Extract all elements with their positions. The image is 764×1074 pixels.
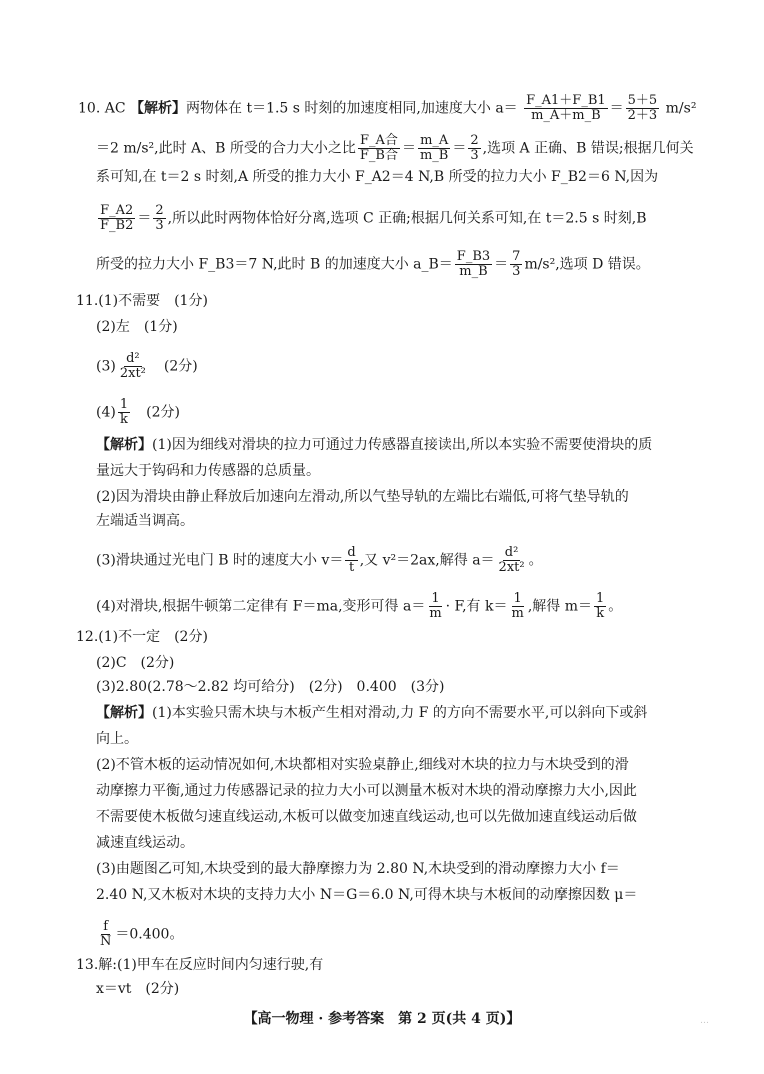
q11-explain-4: (4)对滑块,根据牛顿第二定律有 F＝ma,变形可得 a＝ $\frac{1}{m}$ · F,有 k＝ $\frac{1}{m}$ ,解得 m＝ $\frac{1}{k}$ 。 [96, 591, 623, 621]
q10-fraction: $\frac{2}{3}$ [470, 133, 479, 163]
q10-line-5: 所受的拉力大小 F_B3＝7 N,此时 B 的加速度大小 a_B＝ $\frac{F\_B3}{m\_B}$ ＝ $\frac{7}{3}$ m/s²,选项 D 错误。 [96, 249, 650, 279]
q11-explain-1b: 量远大于钩码和力传感器的总质量。 [96, 463, 320, 479]
q12-explain-2: (2)不管木板的运动情况如何,木块都相对实验桌静止,细线对木块的拉力与木块受到的滑 [96, 757, 629, 773]
q12-explain-1: 【解析】(1)本实验只需木块与木板产生相对滑动,力 F 的方向不需要水平,可以斜向下或斜 [96, 705, 648, 721]
q11-answer-4: (4) $\frac{1}{k}$ (2分) [96, 397, 180, 427]
q12-explain-3b: 2.40 N,又木板对木块的支持力大小 N＝G＝6.0 N,可得木块与木板间的动摩擦因数 μ＝ [96, 887, 638, 903]
q11-fraction: $\frac{d}{t}$ [347, 545, 356, 575]
q11-explain-2: (2)因为滑块由静止释放后加速向左滑动,所以气垫导轨的左端比右端低,可将气垫导轨的 [96, 489, 629, 505]
page-footer: 【高一物理 · 参考答案 第 2 页(共 4 页)】 [243, 1011, 521, 1027]
q10-fraction: $\frac{F\_B3}{m\_B}$ [456, 249, 491, 279]
q11-fraction: $\frac{\text{d²}}{\text{2xt²}}$ [119, 351, 146, 381]
q10-line-2: ＝2 m/s²,此时 A、B 所受的合力大小之比 $\frac{\text{F\_A合}}{\text{F\_B合}}$ ＝ $\frac{m\_A}{m\_B}$ ＝ $\frac{2}{3}$ ,选项 A 正确、B 错误;根据几何关 [96, 133, 694, 163]
q12-explain-2b: 动摩擦力平衡,通过力传感器记录的拉力大小可以测量木板对木块的滑动摩擦力大小,因此 [96, 783, 637, 799]
q12-explain-3: (3)由题图乙可知,木块受到的最大静摩擦力为 2.80 N,木块受到的滑动摩擦力大小 f＝ [96, 861, 620, 877]
q10-line-4: $\frac{F\_A2}{F\_B2}$ ＝ $\frac{2}{3}$ ,所以此时两物体恰好分离,选项 C 正确;根据几何关系可知,在 t＝2.5 s 时刻,B [100, 203, 647, 233]
q10-fraction: $\frac{m\_A}{m\_B}$ [419, 133, 449, 163]
q11-fraction: $\frac{\text{d²}}{\text{2xt²}}$ [498, 545, 525, 575]
q10-fraction: $\frac{5+5}{2+3}$ [627, 93, 658, 123]
q12-explain-2c: 不需要使木板做匀速直线运动,木板可以做变加速直线运动,也可以先做加速直线运动后做 [96, 809, 637, 825]
q11-explain-3: (3)滑块通过光电门 B 时的速度大小 v＝ $\frac{d}{t}$ ,又 v²＝2ax,解得 a＝ $\frac{\text{d²}}{\text{2xt²}}$ 。 [96, 545, 543, 575]
q10-fraction: $\frac{7}{3}$ [512, 249, 521, 279]
q11-fraction: $\frac{1}{k}$ [119, 397, 129, 427]
q12-explain-1b: 向上。 [96, 731, 138, 747]
q11-fraction: $\frac{1}{m}$ [429, 591, 442, 621]
q10-fraction: $\frac{F\_A1+F\_B1}{m\_A+m\_B}$ [526, 93, 606, 123]
q13-answer-1: 13.解:(1)甲车在反应时间内匀速行驶,有 [76, 957, 324, 973]
q11-explain-1: 【解析】(1)因为细线对滑块的拉力可通过力传感器直接读出,所以本实验不需要使滑块的质 [96, 437, 653, 453]
q10-analysis-tag: 【解析】 [130, 100, 186, 117]
q12-analysis-tag: 【解析】 [96, 705, 152, 721]
q11-analysis-tag: 【解析】 [96, 437, 152, 453]
q13-answer-2: x＝vt (2分) [96, 981, 180, 997]
q11-explain-2b: 左端适当调高。 [96, 513, 194, 529]
q11-fraction: $\frac{1}{m}$ [511, 591, 524, 621]
q10-line-1: 10. AC 【解析】两物体在 t＝1.5 s 时刻的加速度相同,加速度大小 a＝ $\frac{F\_A1+F\_B1}{m\_A+m\_B}$ ＝ $\frac{5+5}{2+3}$ m/s² [78, 93, 697, 123]
q10-fraction: $\frac{2}{3}$ [155, 203, 164, 233]
q11-fraction: $\frac{1}{k}$ [596, 591, 605, 621]
corner-mark: … [700, 1016, 709, 1026]
q10-line-3: 系可知,在 t＝2 s 时刻,A 所受的推力大小 F_A2＝4 N,B 所受的拉力大小 F_B2＝6 N,因为 [96, 169, 659, 185]
q11-answer-3: (3) $\frac{\text{d²}}{\text{2xt²}}$ (2分) [96, 351, 198, 381]
q12-answer-3: (3)2.80(2.78～2.82 均可给分) (2分) 0.400 (3分) [96, 679, 445, 695]
q12-explain-3c: $\frac{f}{N}$ ＝0.400。 [100, 919, 184, 949]
q10-fraction: $\frac{\text{F\_A合}}{\text{F\_B合}}$ [359, 133, 398, 163]
q12-explain-2d: 减速直线运动。 [96, 835, 194, 851]
q10-answer: 10. AC [78, 100, 126, 117]
q10-fraction: $\frac{F\_A2}{F\_B2}$ [100, 203, 134, 233]
q12-fraction: $\frac{f}{N}$ [100, 919, 112, 949]
q12-answer-1: 12.(1)不一定 (2分) [76, 629, 208, 645]
q11-answer-2: (2)左 (1分) [96, 319, 178, 335]
q12-answer-2: (2)C (2分) [96, 655, 175, 671]
q11-answer-1: 11.(1)不需要 (1分) [76, 293, 208, 309]
